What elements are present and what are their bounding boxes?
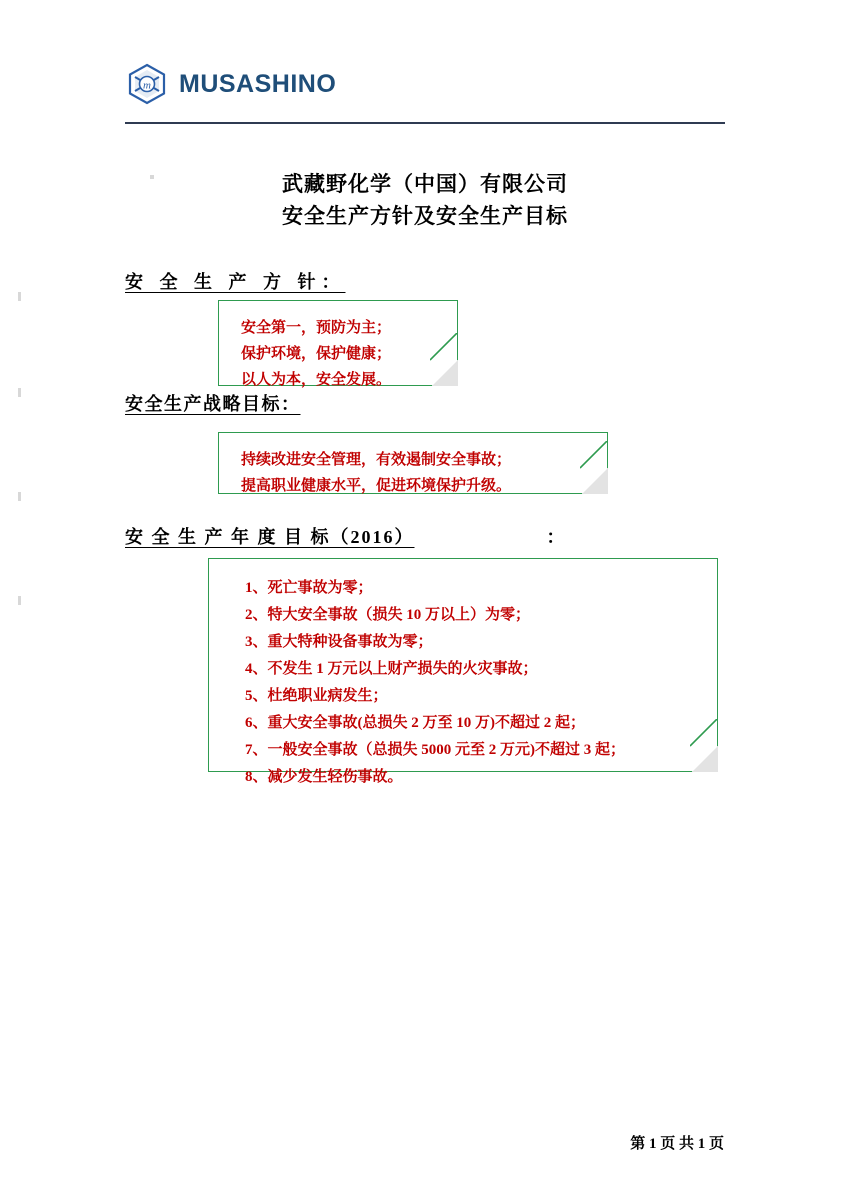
svg-text:m: m [143,79,151,92]
section-heading-annual-goals-text: 安 全 生 产 年 度 目 标（2016） [125,527,415,547]
note-line: 3、重大特种设备事故为零； [245,634,433,650]
page-number: 第 1 页 共 1 页 [630,1136,724,1152]
note-line: 5、杜绝职业病发生； [245,688,388,704]
section-heading-colon: ： [546,527,565,547]
section-heading-annual-goals [125,523,565,549]
page-title-line1: 武藏野化学（中国）有限公司 [282,172,568,196]
note-box-strategic-goals-body [219,433,607,511]
note-line: 2、特大安全事故（损失 10 万以上）为零； [245,607,531,623]
note-box-policy [218,300,458,386]
note-box-annual-goals-body [209,559,717,805]
note-line: 持续改进安全管理，有效遏制安全事故； [241,452,512,468]
scan-artifact [18,388,21,397]
page-title [125,168,725,232]
page-footer [0,1132,849,1153]
folded-corner-icon [582,468,608,494]
folded-corner-line-icon [690,719,718,747]
folded-corner-line-icon [580,441,608,469]
brand-name: MUSASHINO [179,69,337,98]
document-header [125,62,725,118]
page-title-line2: 安全生产方针及安全生产目标 [282,204,568,228]
note-line: 6、重大安全事故(总损失 2 万至 10 万)不超过 2 起； [245,715,585,731]
note-box-annual-goals [208,558,718,785]
folded-corner-icon [432,360,458,386]
folded-corner-line-icon [430,333,458,361]
scan-artifact [18,596,21,605]
section-heading-strategic-goals: 安全生产战略目标： [125,394,301,414]
musashino-hexagon-logo-icon [125,62,169,106]
note-box-strategic-goals [218,432,608,494]
note-line: 保护环境，保护健康； [241,346,392,362]
note-line: 7、一般安全事故（总损失 5000 元至 2 万元)不超过 3 起； [245,742,625,758]
note-line: 8、减少发生轻伤事故。 [245,769,403,785]
scan-artifact [150,175,154,179]
folded-corner-icon [692,746,718,772]
note-line: 4、不发生 1 万元以上财产损失的火灾事故； [245,661,538,677]
logo [125,62,725,106]
scan-artifact [18,292,21,301]
note-line: 安全第一，预防为主； [241,320,392,336]
note-line: 以人为本，安全发展。 [241,372,392,388]
note-line: 提高职业健康水平，促进环境保护升级。 [241,478,512,494]
note-line: 1、死亡事故为零； [245,580,373,596]
scan-artifact [18,492,21,501]
header-divider [125,122,725,124]
section-heading-policy: 安 全 生 产 方 针： [125,272,346,292]
